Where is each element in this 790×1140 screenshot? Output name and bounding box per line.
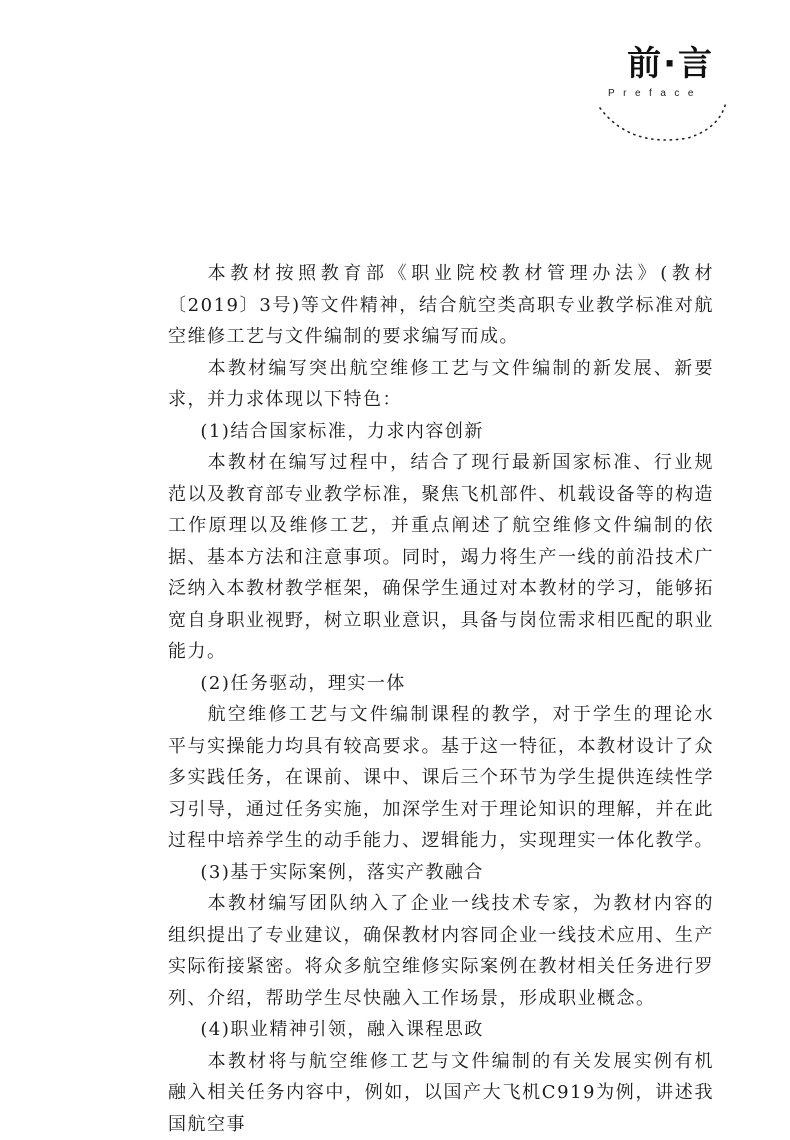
paragraph: 本教材编写突出航空维修工艺与文件编制的新发展、新要求，并力求体现以下特色： [168,353,714,416]
paragraph: 航空维修工艺与文件编制课程的教学，对于学生的理论水平与实操能力均具有较高要求。基于这一特征，本教材设计了众多实践任务，在课前、课中、课后三个环节为学生提供连续性学习引导，通过任务实施，加深学生对于理论知识的理解，并在此过程中培养学生的动手能力、逻辑能力，实现理实一体化教学。 [168,699,714,857]
paragraph: 本教材将与航空维修工艺与文件编制的有关发展实例有机融入相关任务内容中，例如，以国产大飞机C919为例，讲述我国航空事 [168,1046,714,1140]
page-title: 前·言 [627,36,714,85]
page-subtitle: Preface [608,88,702,99]
paragraph: 本教材在编写过程中，结合了现行最新国家标准、行业规范以及教育部专业教学标准，聚焦飞机部件、机载设备等的构造工作原理以及维修工艺，并重点阐述了航空维修文件编制的依据、基本方法和注意事项。同时，竭力将生产一线的前沿技术广泛纳入本教材教学框架，确保学生通过对本教材的学习，能够拓宽自身职业视野，树立职业意识，具备与岗位需求相匹配的职业能力。 [168,447,714,668]
section-heading: (3)基于实际案例，落实产教融合 [168,857,714,889]
section-heading: (4)职业精神引领，融入课程思政 [168,1014,714,1046]
section-heading: (1)结合国家标准，力求内容创新 [168,416,714,448]
paragraph: 本教材编写团队纳入了企业一线技术专家，为教材内容的组织提出了专业建议，确保教材内容同企业一线技术应用、生产实际衔接紧密。将众多航空维修实际案例在教材相关任务进行罗列、介绍，帮助学生尽快融入工作场景，形成职业概念。 [168,888,714,1014]
paragraph: 本教材按照教育部《职业院校教材管理办法》(教材〔2019〕3号)等文件精神，结合航空类高职专业教学标准对航空维修工艺与文件编制的要求编写而成。 [168,258,714,353]
section-heading: (2)任务驱动，理实一体 [168,668,714,700]
page-header [560,30,740,150]
preface-body [168,258,714,1140]
